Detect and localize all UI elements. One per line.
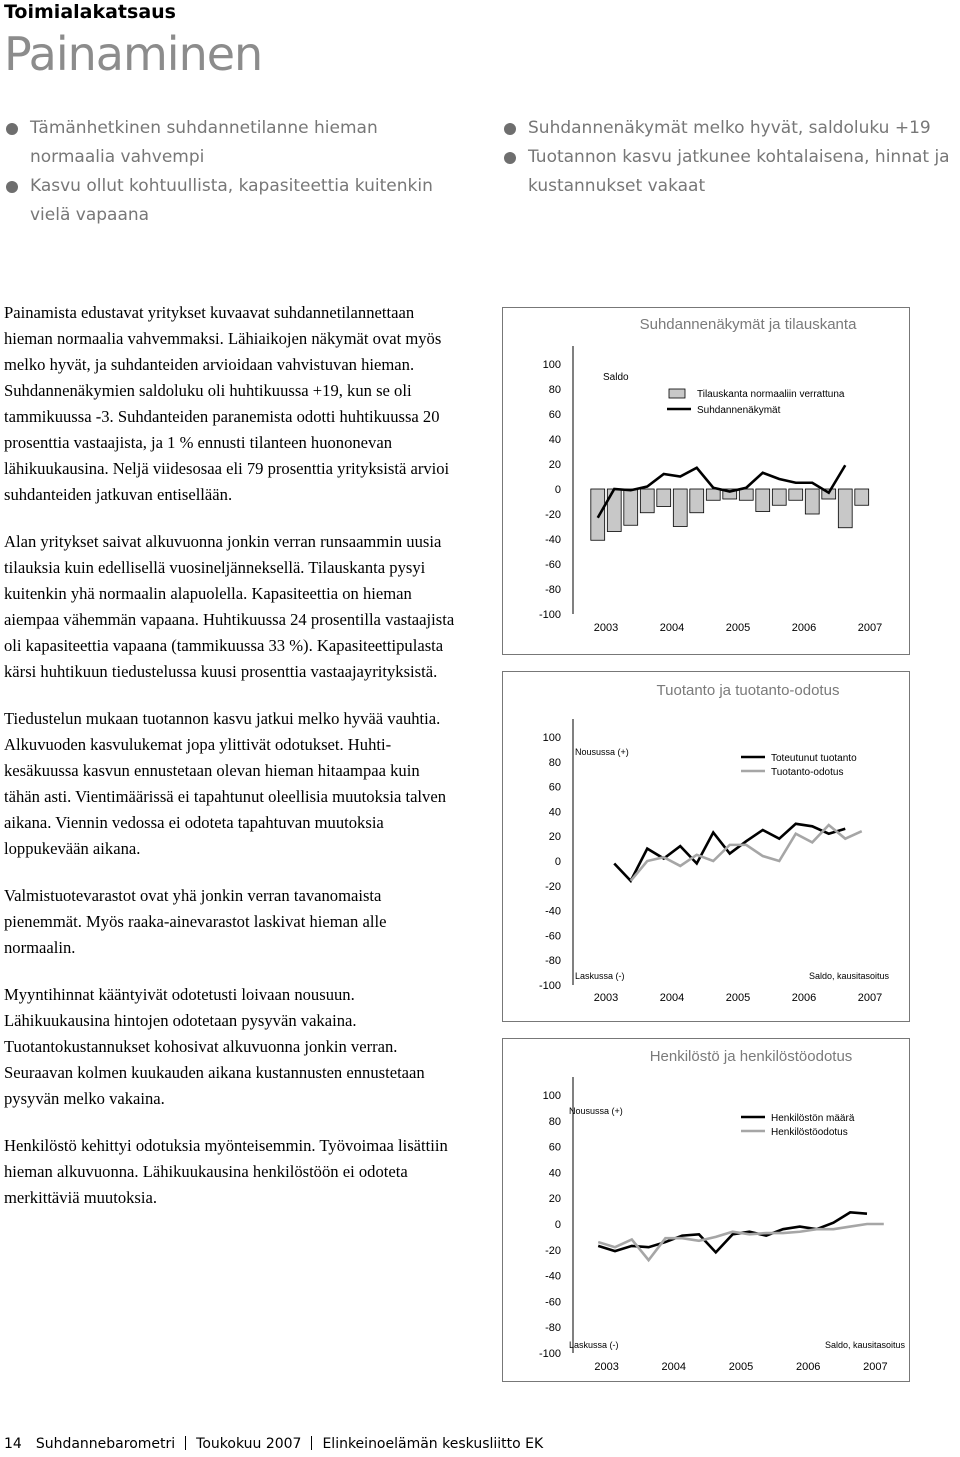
x-tick-label: 2007 (857, 622, 883, 634)
x-tick-label: 2003 (594, 1361, 619, 1373)
bar (789, 489, 803, 500)
legend-label: Henkilöstön määrä (771, 1113, 855, 1124)
y-tick-label: 100 (542, 359, 561, 371)
y-tick-label: 0 (554, 1219, 561, 1231)
chart-personnel-svg (503, 1039, 911, 1383)
page-number: 14 (4, 1436, 22, 1452)
annotation-label: Laskussa (-) (569, 1340, 619, 1350)
bullet-item (4, 114, 434, 172)
y-tick-label: -20 (545, 880, 561, 893)
y-tick-label: -40 (545, 905, 561, 918)
y-tick-label: 0 (554, 484, 561, 496)
body-text (4, 300, 459, 1232)
bar (657, 489, 671, 507)
annotation-label: Nousussa (+) (575, 747, 629, 757)
chart-production (502, 671, 910, 1022)
page-title: Painaminen (4, 27, 263, 81)
legend-label: Toteutunut tuotanto (771, 753, 857, 764)
y-tick-label: 80 (548, 384, 561, 396)
chart-title: Suhdannenäkymät ja tilauskanta (639, 316, 857, 333)
bullet-item (502, 114, 958, 143)
footer-date: Toukokuu 2007 (196, 1436, 302, 1452)
x-tick-label: 2005 (725, 992, 751, 1004)
y-tick-label: 40 (548, 806, 561, 819)
y-tick-label: 100 (542, 732, 561, 744)
paragraph: Henkilöstö kehittyi odotuksia myönteisemmin. Työvoimaa lisättiin hieman alkuvuonna. Lähikuukausina henkilöstöön ei odoteta merkittäviä muutoksia. (4, 1136, 448, 1207)
y-tick-label: -60 (545, 559, 561, 571)
footer-publication: Suhdannebarometri (35, 1436, 176, 1452)
y-tick-label: -40 (545, 534, 561, 546)
bar (673, 489, 687, 527)
x-tick-label: 2007 (857, 992, 883, 1004)
summary-bullets-right (502, 114, 958, 201)
paragraph: Painamista edustavat yritykset kuvaavat suhdannetilannettaan hieman normaalia vahvemmaksi. Lähiaikojen näkymät ovat myös melko hyvät, ja suhdanteiden arvioidaan vahvistuvan hieman. Suhdannenäkymien saldoluku oli huhtikuussa +19, kun se oli tammikuussa -3. Suhdanteiden paranemista odotti huhtikuussa 20 prosenttia vastaajista, ja 1 % ennusti tilanteen huononevan lähikuukausina. Neljä viidesosaa eli 79 prosenttia yrityksistä arvioi suhdanteiden jatkuvan entisellään. (4, 303, 450, 504)
series-line (614, 824, 845, 881)
bar (772, 489, 786, 505)
bar (805, 489, 819, 514)
y-axis-label: Saldo (603, 372, 629, 383)
y-tick-label: -20 (545, 509, 561, 521)
y-tick-label: -80 (545, 955, 561, 968)
bullet-dot-icon (6, 123, 18, 135)
paragraph: Myyntihinnat kääntyivät odotetusti loivaan nousuun. Lähikuukausina hintojen odotetaan pysyvän vakaina. Tuotantokustannukset kohosivat alkuvuonna jonkin verran. Seuraavan kolmen kuukauden aikana kustannusten ennustetaan pysyvän melko vakaina. (4, 985, 425, 1108)
paragraph: Valmistuotevarastot ovat yhä jonkin verran tavanomaista pienemmät. Myös raaka-ainevarastot laskivat hieman alle normaalin. (4, 886, 387, 957)
footer-publisher: Elinkeinoelämän keskusliitto EK (322, 1436, 544, 1452)
x-tick-label: 2003 (593, 622, 619, 634)
chart-outlook-orders (502, 307, 910, 655)
chart-personnel (502, 1038, 910, 1382)
legend-label: Suhdannenäkymät (697, 405, 781, 416)
x-tick-label: 2005 (728, 1361, 754, 1373)
x-tick-label: 2006 (795, 1361, 821, 1373)
bullet-text: Suhdannenäkymät melko hyvät, saldoluku +19 (528, 118, 931, 138)
x-tick-label: 2004 (659, 992, 685, 1004)
bullet-dot-icon (504, 123, 516, 135)
y-tick-label: 20 (548, 459, 561, 471)
x-tick-label: 2004 (661, 1361, 687, 1373)
x-tick-label: 2007 (863, 1361, 888, 1373)
y-tick-label: 60 (548, 409, 561, 421)
section-label: Toimialakatsaus (4, 1, 176, 23)
bar (690, 489, 704, 513)
bullet-dot-icon (6, 181, 18, 193)
bar (739, 489, 753, 500)
paragraph: Tiedustelun mukaan tuotannon kasvu jatkui melko hyvää vauhtia. Alkuvuoden kasvulukemat jopa ylittivät odotukset. Huhti-kesäkuussa kasvun ennustetaan olevan hieman hitaampaa kuin tähän asti. Vientimäärissä ei tapahtunut oleellisia muutoksia talven aikana. Viennin vedossa ei odoteta tapahtuvan muutoksia loppukevään aikana. (4, 709, 447, 858)
annotation-label: Nousussa (+) (569, 1106, 623, 1116)
x-tick-label: 2006 (791, 622, 817, 634)
y-tick-label: 20 (548, 831, 561, 844)
series-line (598, 1224, 884, 1260)
bar (640, 489, 654, 513)
bullet-text: Kasvu ollut kohtuullista, kapasiteettia kuitenkin vielä vapaana (30, 176, 433, 225)
y-tick-label: -100 (538, 980, 561, 992)
x-tick-label: 2004 (659, 622, 685, 634)
bar (855, 489, 869, 505)
y-tick-label: 80 (548, 756, 561, 769)
x-tick-label: 2003 (593, 992, 619, 1004)
legend-label: Henkilöstöodotus (771, 1127, 848, 1138)
legend-label: Tilauskanta normaaliin verrattuna (697, 389, 845, 400)
bullet-text: Tämänhetkinen suhdannetilanne hieman normaalia vahvempi (30, 118, 378, 167)
y-tick-label: -100 (538, 609, 561, 621)
y-tick-label: -100 (538, 1348, 561, 1360)
bar (706, 489, 720, 500)
y-tick-label: -40 (545, 1270, 561, 1283)
summary-bullets-left (4, 114, 434, 230)
legend-swatch (669, 389, 685, 398)
bullet-item (4, 172, 434, 230)
y-tick-label: -60 (545, 930, 561, 943)
y-tick-label: 60 (548, 781, 561, 794)
legend-label: Tuotanto-odotus (771, 767, 844, 778)
y-tick-label: -80 (545, 584, 561, 596)
footer (4, 1436, 543, 1452)
x-tick-label: 2005 (725, 622, 751, 634)
y-tick-label: -20 (545, 1244, 561, 1257)
annotation-label: Saldo, kausitasoitus (808, 971, 889, 981)
footer-separator (311, 1436, 312, 1450)
y-tick-label: -80 (545, 1322, 561, 1335)
footer-separator (185, 1436, 186, 1450)
y-tick-label: 60 (548, 1141, 561, 1154)
bar (591, 489, 605, 540)
chart-title: Tuotanto ja tuotanto-odotus (656, 682, 840, 699)
chart-production-svg (503, 672, 911, 1023)
chart-title: Henkilöstö ja henkilöstöodotus (649, 1048, 853, 1065)
chart-outlook-orders-svg (503, 308, 911, 656)
bullet-item (502, 143, 958, 201)
y-tick-label: 20 (548, 1193, 561, 1206)
y-tick-label: 0 (554, 856, 561, 868)
annotation-label: Laskussa (-) (575, 971, 625, 981)
bar (624, 489, 638, 525)
bullet-dot-icon (504, 152, 516, 164)
paragraph: Alan yritykset saivat alkuvuonna jonkin verran runsaammin uusia tilauksia kuin edellisellä vuosineljänneksellä. Tilauskanta pysyi kuitenkin yhä normaalin alapuolella. Kapasiteettia on hieman aiempaa vähemmän vapaana. Huhtikuussa 24 prosentilla vastaajista oli kapasiteettia vapaana (tammikuussa 33 %). Kapasiteettipulasta kärsi huhtikuun tiedustelussa kuusi prosenttia vastaajayrityksistä. (4, 532, 455, 681)
y-tick-label: 40 (548, 434, 561, 446)
bar (756, 489, 770, 512)
y-tick-label: 80 (548, 1115, 561, 1128)
bullet-text: Tuotannon kasvu jatkunee kohtalaisena, hinnat ja kustannukset vakaat (528, 147, 950, 196)
y-tick-label: 100 (542, 1090, 561, 1102)
annotation-label: Saldo, kausitasoitus (824, 1340, 905, 1350)
y-tick-label: 40 (548, 1167, 561, 1180)
bar (838, 489, 852, 528)
x-tick-label: 2006 (791, 992, 817, 1004)
y-tick-label: -60 (545, 1296, 561, 1309)
